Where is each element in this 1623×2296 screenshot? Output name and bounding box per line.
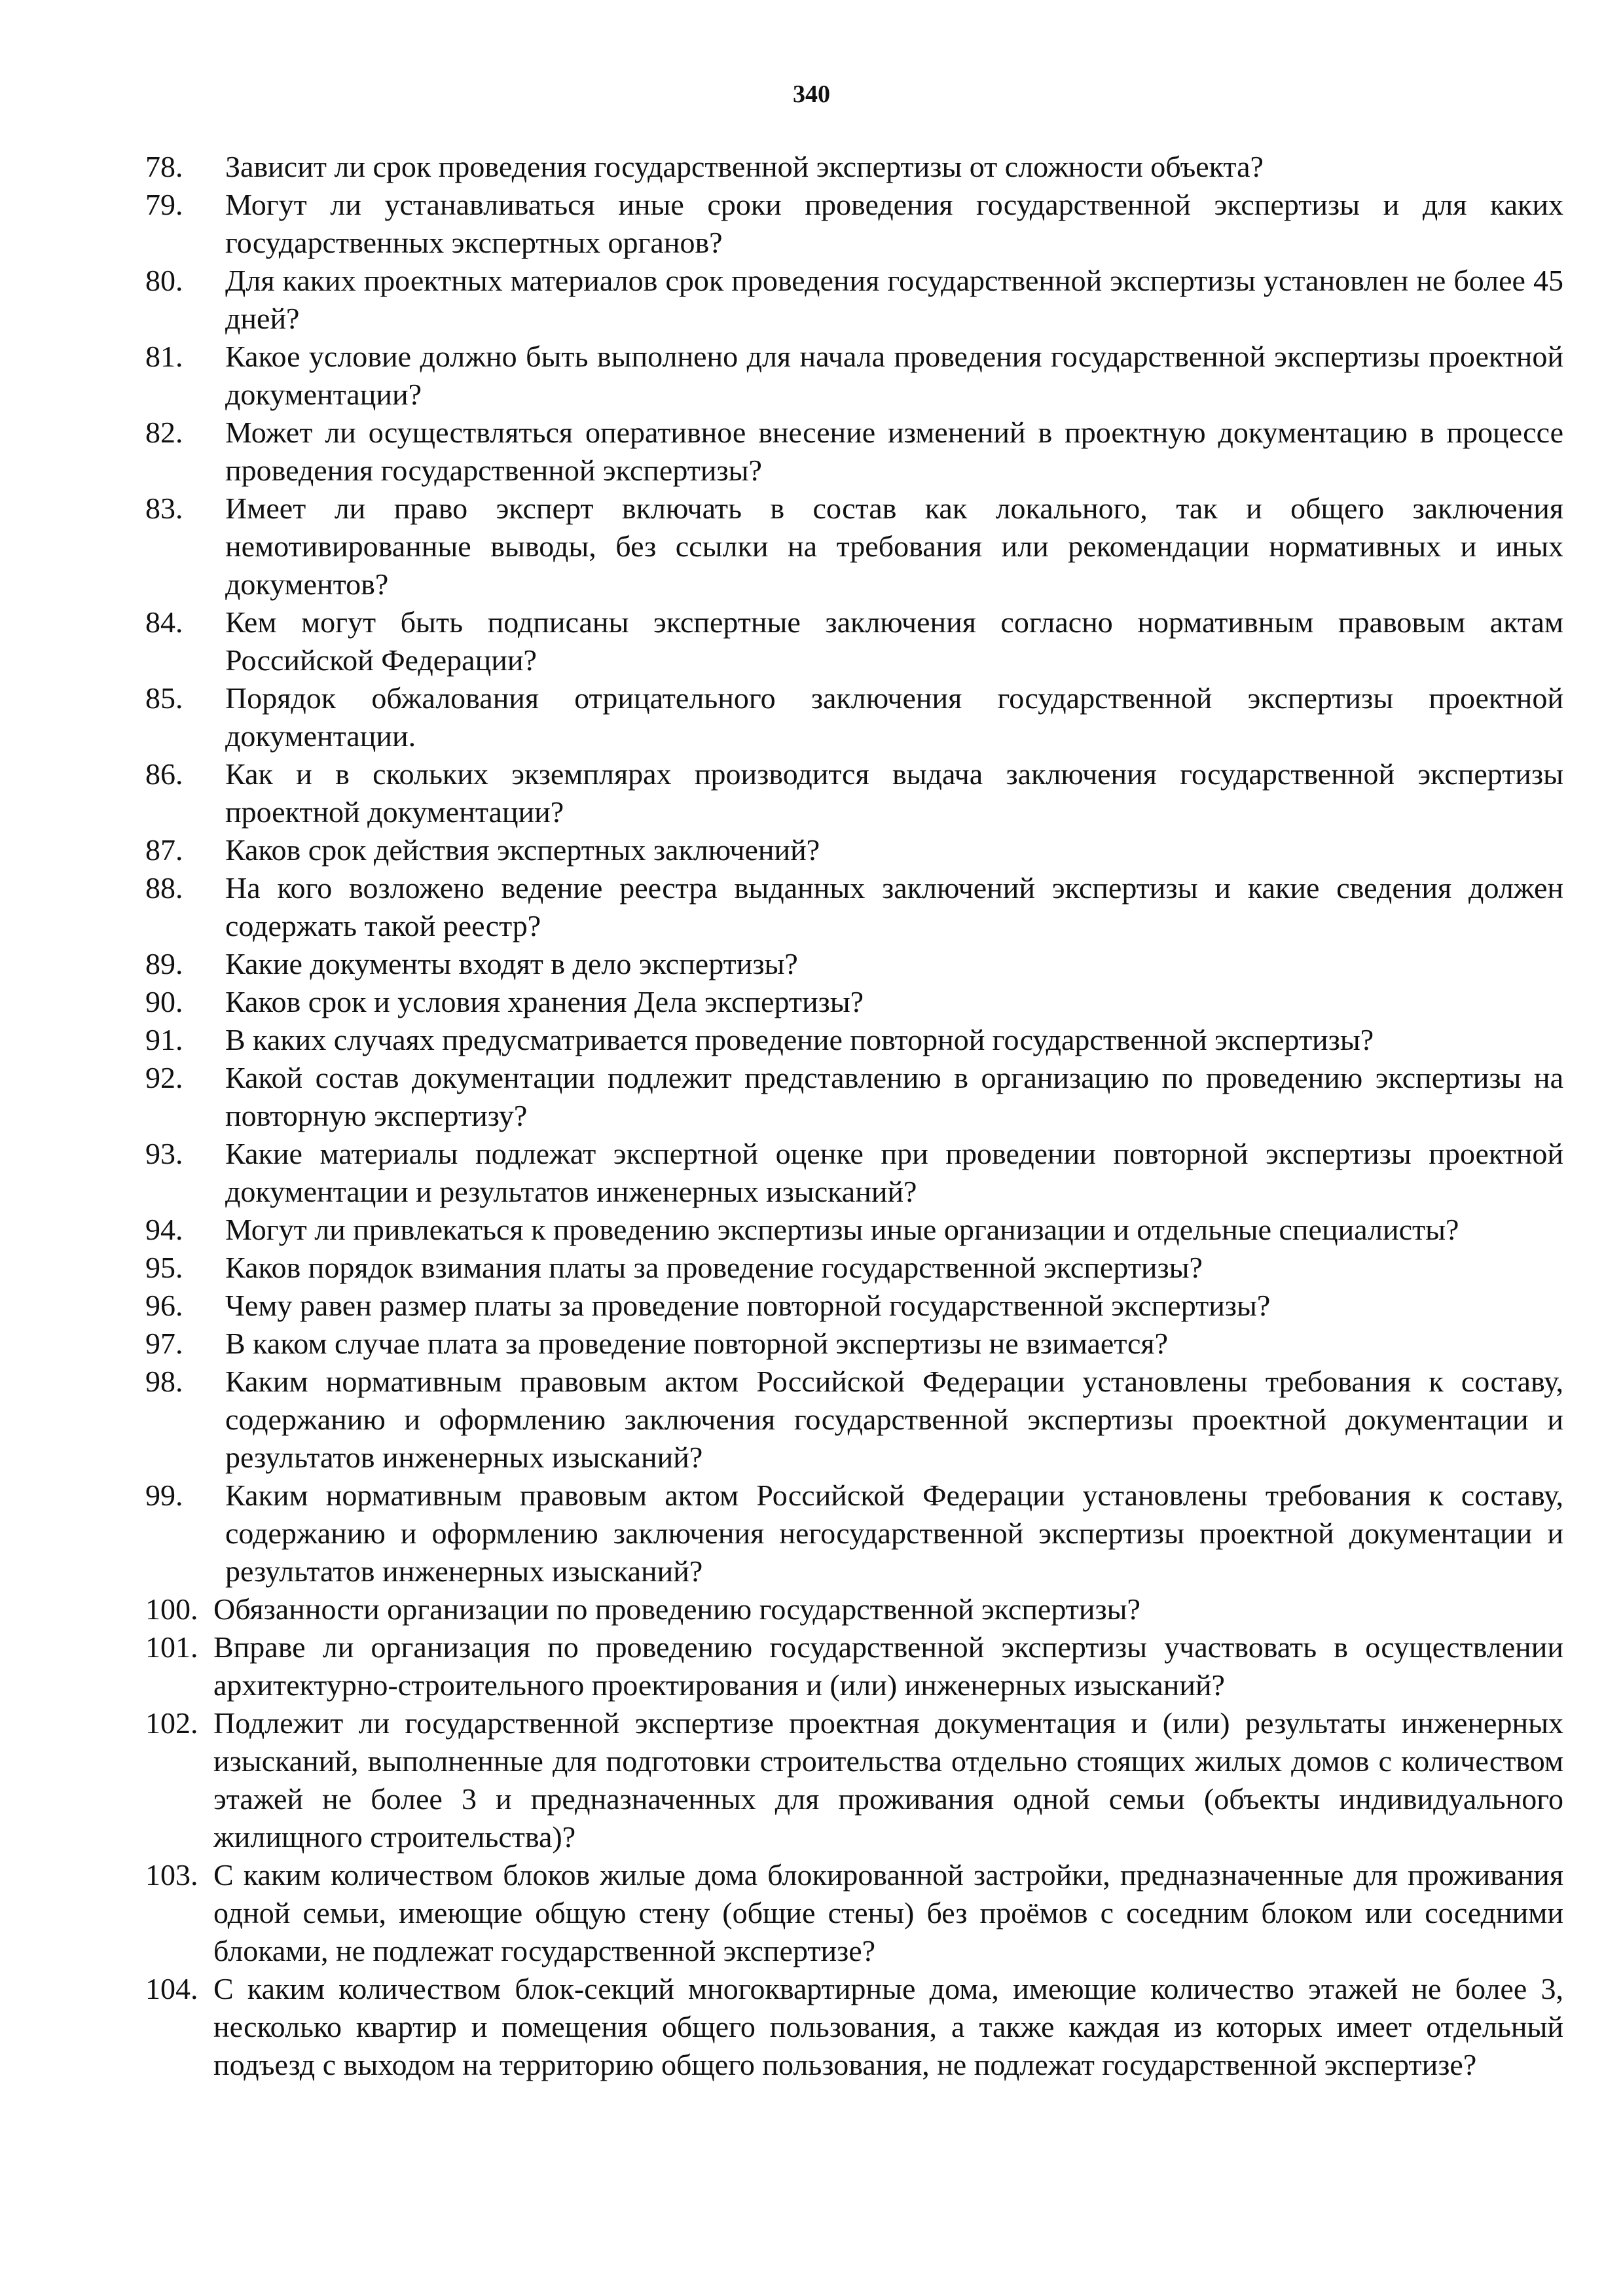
question-text: Могут ли устанавливаться иные сроки проведения государственной экспертизы и для каких государственных экспертных органов? [225,188,1563,259]
question-number: 99. [145,1479,183,1512]
list-item [145,186,1563,262]
question-number: 104. [145,1972,198,2005]
question-text: Может ли осуществляться оперативное внесение изменений в проектную документацию в процессе проведения государственной экспертизы? [225,416,1563,487]
question-number: 83. [145,492,183,525]
question-number: 89. [145,947,183,980]
question-text: Для каких проектных материалов срок проведения государственной экспертизы установлен не более 45 дней? [225,264,1563,335]
question-text: Обязанности организации по проведению государственной экспертизы? [213,1592,1140,1626]
question-number: 93. [145,1137,183,1170]
list-item [145,1135,1563,1211]
list-item [145,1970,1563,2084]
list-item [145,1059,1563,1135]
list-item [145,869,1563,945]
list-item [145,262,1563,338]
question-list [145,148,1563,2084]
question-text: Какое условие должно быть выполнено для начала проведения государственной экспертизы проектной документации? [225,340,1563,411]
list-item [145,1856,1563,1970]
question-text: Какой состав документации подлежит представлению в организацию по проведению экспертизы на повторную экспертизу? [225,1061,1563,1132]
question-text: Какие документы входят в дело экспертизы? [225,947,798,980]
question-text: Каким нормативным правовым актом Российской Федерации установлены требования к составу, содержанию и оформлению заключения негосударственной экспертизы проектной документации и результатов инженерных изысканий? [225,1479,1563,1588]
list-item [145,1704,1563,1856]
list-item [145,1363,1563,1477]
list-item [145,1021,1563,1059]
question-number: 100. [145,1592,198,1626]
list-item [145,603,1563,679]
question-text: Вправе ли организация по проведению государственной экспертизы участвовать в осуществлении архитектурно-строительного проектирования и (или) инженерных изысканий? [213,1630,1563,1702]
question-number: 91. [145,1023,183,1056]
question-text: Чему равен размер платы за проведение повторной государственной экспертизы? [225,1289,1271,1322]
question-number: 92. [145,1061,183,1094]
list-item [145,755,1563,831]
list-item [145,983,1563,1021]
list-item [145,414,1563,490]
question-number: 88. [145,871,183,905]
list-item [145,1249,1563,1287]
question-number: 87. [145,833,183,867]
list-item [145,1287,1563,1325]
page-number: 340 [793,81,830,108]
question-number: 98. [145,1365,183,1398]
question-number: 84. [145,605,183,639]
question-text: Зависит ли срок проведения государственной экспертизы от сложности объекта? [225,150,1264,183]
question-text: На кого возложено ведение реестра выданных заключений экспертизы и какие сведения должен содержать такой реестр? [225,871,1563,942]
question-text: В каких случаях предусматривается проведение повторной государственной экспертизы? [225,1023,1374,1056]
question-text: Имеет ли право эксперт включать в состав как локального, так и общего заключения немотивированные выводы, без ссылки на требования или рекомендации нормативных и иных документов? [225,492,1563,601]
list-item [145,338,1563,414]
question-text: Каков порядок взимания платы за проведение государственной экспертизы? [225,1251,1203,1284]
list-item [145,1325,1563,1363]
question-number: 97. [145,1327,183,1360]
question-text: Каков срок действия экспертных заключений? [225,833,820,867]
question-number: 101. [145,1630,198,1664]
question-number: 79. [145,188,183,221]
question-text: Подлежит ли государственной экспертизе проектная документация и (или) результаты инженерных изысканий, выполненные для подготовки строительства отдельно стоящих жилых домов с количеством этажей не более 3 и предназначенных для проживания одной семьи (объекты индивидуального жилищного строительства)? [213,1706,1563,1854]
list-item [145,490,1563,603]
question-number: 78. [145,150,183,183]
question-text: В каком случае плата за проведение повторной экспертизы не взимается? [225,1327,1168,1360]
question-text: Каким нормативным правовым актом Российской Федерации установлены требования к составу, содержанию и оформлению заключения государственной экспертизы проектной документации и результатов инженерных изысканий? [225,1365,1563,1474]
question-number: 96. [145,1289,183,1322]
list-item [145,945,1563,983]
question-number: 86. [145,757,183,791]
question-text: Могут ли привлекаться к проведению экспертизы иные организации и отдельные специалисты? [225,1213,1459,1246]
question-number: 81. [145,340,183,373]
list-item [145,1628,1563,1704]
list-item [145,679,1563,755]
list-item [145,831,1563,869]
question-number: 103. [145,1858,198,1892]
question-number: 82. [145,416,183,449]
list-item [145,148,1563,186]
question-number: 85. [145,681,183,715]
question-text: Каков срок и условия хранения Дела экспертизы? [225,985,864,1018]
question-number: 90. [145,985,183,1018]
list-item [145,1477,1563,1590]
question-number: 102. [145,1706,198,1740]
question-number: 80. [145,264,183,297]
list-item [145,1590,1563,1628]
question-number: 95. [145,1251,183,1284]
question-text: Кем могут быть подписаны экспертные заключения согласно нормативным правовым актам Российской Федерации? [225,605,1563,677]
list-item [145,1211,1563,1249]
question-number: 94. [145,1213,183,1246]
question-text: Какие материалы подлежат экспертной оценке при проведении повторной экспертизы проектной документации и результатов инженерных изысканий? [225,1137,1563,1208]
question-text: С каким количеством блок-секций многоквартирные дома, имеющие количество этажей не более 3, несколько квартир и помещения общего пользования, а также каждая из которых имеет отдельный подъезд с выходом на территорию общего пользования, не подлежат государственной экспертизе? [213,1972,1563,2081]
question-text: Порядок обжалования отрицательного заключения государственной экспертизы проектной документации. [225,681,1563,753]
question-text: С каким количеством блоков жилые дома блокированной застройки, предназначенные для проживания одной семьи, имеющие общую стену (общие стены) без проёмов с соседним блоком или соседними блоками, не подлежат государственной экспертизе? [213,1858,1563,1967]
question-text: Как и в скольких экземплярах производится выдача заключения государственной экспертизы проектной документации? [225,757,1563,829]
